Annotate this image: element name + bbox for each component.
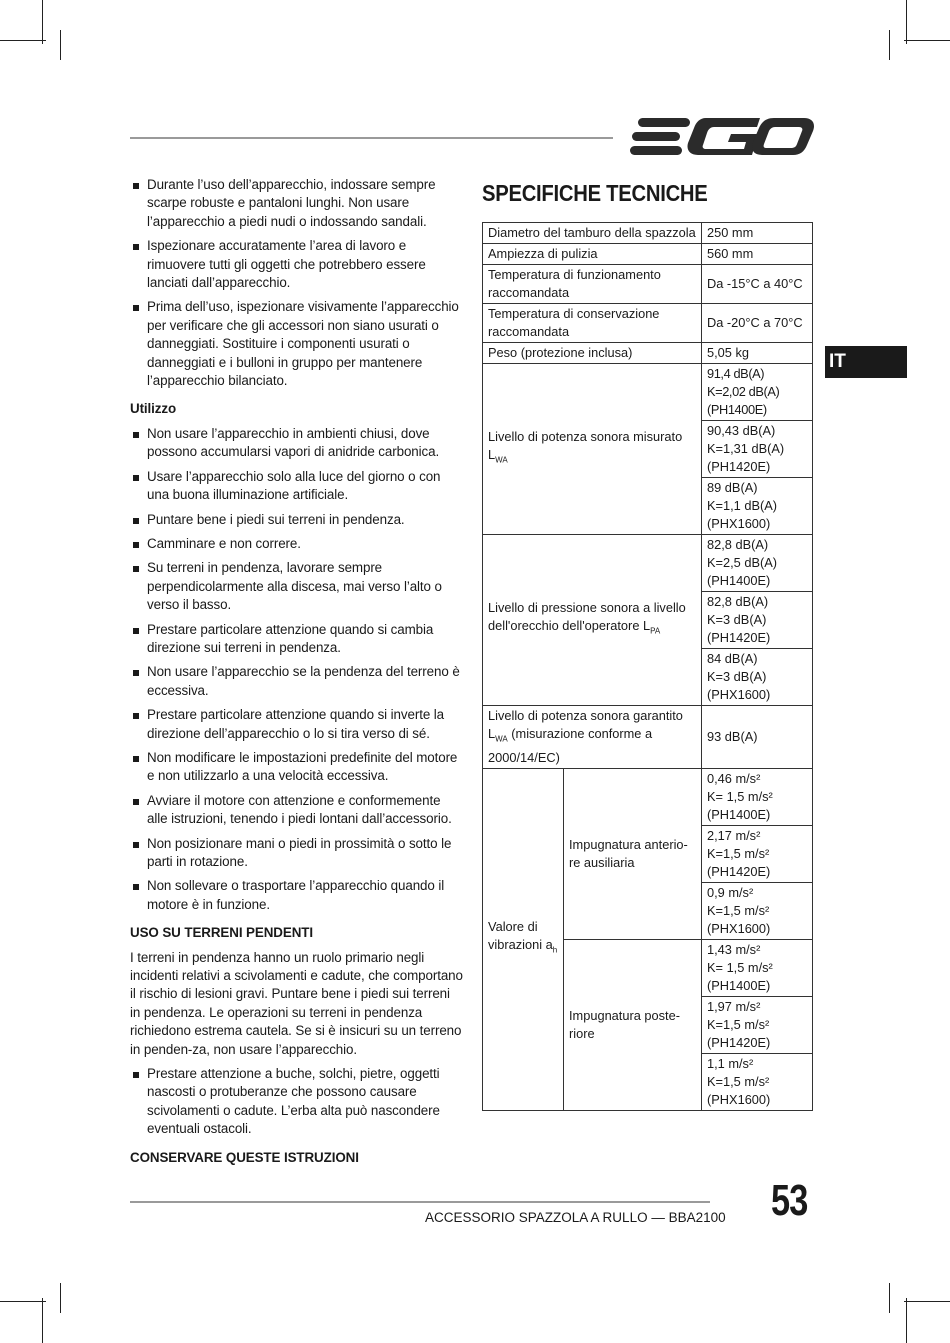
spec-value	[702, 882, 813, 939]
value-line: (PH1420E)	[707, 459, 771, 474]
value-line: K=1,5 m/s²	[707, 1016, 770, 1032]
label-text: (misurazione conforme a 2000/14/EC)	[488, 726, 653, 765]
spec-value	[702, 592, 813, 649]
value-line: (PH1400E)	[707, 402, 767, 417]
crop-mark	[906, 1298, 907, 1343]
spec-value: Da -20°C a 70°C	[702, 304, 813, 343]
value-line: 2,17 m/s²	[707, 827, 761, 843]
value-line: K=1,5 m/s²	[707, 845, 770, 861]
value-line: 82,8 dB(A)	[707, 537, 769, 552]
spec-label: Diametro del tamburo della spazzola	[483, 223, 702, 244]
spec-value: 93 dB(A)	[702, 706, 813, 769]
spec-value: 250 mm	[702, 223, 813, 244]
list-item: Usare l’apparecchio solo alla luce del giorno o con una buona illuminazione artificiale.	[130, 468, 463, 505]
value-line: (PH1400E)	[707, 806, 771, 822]
spec-title: SPECIFICHE TECNICHE	[482, 180, 708, 206]
guaranteed-power-label	[483, 706, 702, 769]
spec-value	[702, 421, 813, 478]
value-line: 91,4 dB(A)	[707, 366, 765, 381]
list-item: Prima dell’uso, ispezionare visivamente l’apparecchio per verificare che gli accessori non siano usurati o danneggiati. Sostituire i componenti usurati o danneggiati e i bulloni in gruppo per mantenere l’apparecchio bilanciato.	[130, 298, 463, 390]
value-line: 82,8 dB(A)	[707, 594, 769, 609]
value-line: K= 1,5 m/s²	[707, 959, 773, 975]
crop-mark	[42, 0, 43, 44]
crop-mark	[60, 30, 61, 60]
label-text: Valore di vibrazioni a	[488, 919, 553, 953]
header-rule	[130, 137, 613, 139]
spec-table	[482, 222, 813, 1111]
spec-label: Temperatura di conservazione raccomandata	[483, 304, 702, 343]
label-text: Livello di potenza sonora garantito L	[488, 708, 683, 741]
value-line: 84 dB(A)	[707, 651, 758, 666]
value-line: 0,9 m/s²	[707, 884, 754, 900]
value-line: 1,1 m/s²	[707, 1055, 754, 1071]
table-row	[483, 304, 813, 343]
crop-mark	[889, 30, 890, 60]
spec-label: Peso (protezione inclusa)	[483, 343, 702, 364]
table-row	[483, 364, 813, 421]
page-number: 53	[771, 1176, 808, 1225]
spec-value	[702, 825, 813, 882]
list-item: Ispezionare accuratamente l’area di lavoro e rimuovere tutti gli oggetti che potrebbero essere lanciati dall’apparecchio.	[130, 237, 463, 292]
spec-value	[702, 996, 813, 1053]
value-line: K=2,02 dB(A)	[707, 384, 780, 399]
value-line: 1,43 m/s²	[707, 941, 761, 957]
spec-value	[702, 768, 813, 825]
spec-value	[702, 478, 813, 535]
crop-mark	[906, 0, 907, 44]
slopes-paragraph: I terreni in pendenza hanno un ruolo primario negli incidenti relativi a scivolamenti e cadute, che comportano il rischio di lesioni gravi. Puntare bene i piedi sui terreni in pendenza. Le operazioni su terreni in pendenza richiedono estrema cautela. Se si è insicuri su un terreno in penden-za, non usare l’apparecchio.	[130, 949, 463, 1057]
table-row	[483, 223, 813, 244]
sound-pressure-label	[483, 535, 702, 706]
crop-mark	[904, 1301, 950, 1302]
value-line: K=2,5 dB(A)	[707, 555, 778, 570]
value-line: K=1,31 dB(A)	[707, 441, 785, 456]
table-row	[483, 244, 813, 265]
sound-power-label	[483, 364, 702, 535]
spec-label: Temperatura di funzionamento raccomandata	[483, 265, 702, 304]
ego-logo-graphic	[628, 114, 814, 160]
spec-label: Ampiezza di pulizia	[483, 244, 702, 265]
table-row	[483, 343, 813, 364]
list-item: Su terreni in pendenza, lavorare sempre perpendicolarmente alla discesa, mai verso l’alto o verso il basso.	[130, 559, 463, 614]
spec-value	[702, 649, 813, 706]
crop-mark	[0, 40, 46, 41]
value-line: (PHX1600)	[707, 516, 771, 531]
table-row	[483, 768, 813, 825]
ego-logo	[628, 114, 814, 165]
list-item: Non usare l’apparecchio in ambienti chiusi, dove possono accumularsi vapori di anidride carbonica.	[130, 425, 463, 462]
bullets-slopes	[130, 1065, 463, 1139]
list-item: Non usare l’apparecchio se la pendenza del terreno è eccessiva.	[130, 663, 463, 700]
label-sub: h	[552, 945, 558, 955]
bullets-top	[130, 176, 463, 390]
footer-title: ACCESSORIO SPAZZOLA A RULLO — BBA2100	[425, 1210, 726, 1225]
spec-value	[702, 364, 813, 421]
value-line: 1,97 m/s²	[707, 998, 761, 1014]
spec-value	[702, 1053, 813, 1110]
crop-mark	[42, 1298, 43, 1343]
table-row	[483, 265, 813, 304]
label-sub: WA	[495, 455, 508, 465]
label-sub: PA	[650, 626, 661, 636]
label-text: Livello di pressione sonora a livello dell'orecchio dell'operatore L	[488, 600, 686, 634]
list-item: Prestare particolare attenzione quando si inverte la direzione dell’apparecchio o lo si tira verso di sé.	[130, 706, 463, 743]
spec-value	[702, 535, 813, 592]
value-line: (PH1420E)	[707, 630, 771, 645]
rear-handle-label: Impugnatura poste-riore	[564, 939, 702, 1110]
value-line: 0,46 m/s²	[707, 770, 761, 786]
table-row	[483, 535, 813, 592]
bullets-use	[130, 425, 463, 914]
heading-slopes: USO SU TERRENI PENDENTI	[130, 925, 313, 941]
value-line: (PHX1600)	[707, 687, 771, 702]
value-line: K=3 dB(A)	[707, 669, 767, 684]
list-item: Durante l’uso dell’apparecchio, indossare sempre scarpe robuste e pantaloni lunghi. Non usare l’apparecchio a piedi nudi o indossando sandali.	[130, 176, 463, 231]
crop-mark	[0, 1301, 46, 1302]
heading-utilizzo: Utilizzo	[130, 401, 177, 417]
heading-keep-instructions: CONSERVARE QUESTE ISTRUZIONI	[130, 1149, 359, 1165]
spec-value	[702, 939, 813, 996]
value-line: (PHX1600)	[707, 920, 771, 936]
spec-value: 560 mm	[702, 244, 813, 265]
list-item: Non modificare le impostazioni predefinite del motore e non utilizzarlo a una velocità eccessiva.	[130, 749, 463, 786]
safety-instructions	[130, 176, 463, 1173]
label-sub: WA	[495, 734, 508, 744]
list-item: Avviare il motore con attenzione e conformemente alle istruzioni, tenendo i piedi lontani dall’accessorio.	[130, 792, 463, 829]
spec-value: 5,05 kg	[702, 343, 813, 364]
value-line: 89 dB(A)	[707, 480, 758, 495]
list-item: Non sollevare o trasportare l’apparecchio quando il motore è in funzione.	[130, 877, 463, 914]
front-handle-label: Impugnatura anterio-re ausiliaria	[564, 768, 702, 939]
value-line: (PH1420E)	[707, 863, 771, 879]
crop-mark	[889, 1283, 890, 1313]
list-item: Camminare e non correre.	[130, 535, 463, 553]
value-line: K=1,1 dB(A)	[707, 498, 778, 513]
value-line: K=1,5 m/s²	[707, 1073, 770, 1089]
label-text: Livello di potenza sonora misurato L	[488, 429, 683, 463]
footer-rule	[130, 1201, 710, 1203]
spec-value: Da -15°C a 40°C	[702, 265, 813, 304]
value-line: (PHX1600)	[707, 1091, 771, 1107]
value-line: (PH1400E)	[707, 573, 771, 588]
crop-mark	[904, 40, 950, 41]
value-line: (PH1420E)	[707, 1034, 771, 1050]
crop-mark	[60, 1283, 61, 1313]
language-tab: IT	[825, 346, 907, 378]
list-item: Non posizionare mani o piedi in prossimità o sotto le parti in rotazione.	[130, 835, 463, 872]
value-line: K=1,5 m/s²	[707, 902, 770, 918]
list-item: Prestare attenzione a buche, solchi, pietre, oggetti nascosti o protuberanze che possono causare scivolamenti o cadute. L’erba alta può nascondere eventuali ostacoli.	[130, 1065, 463, 1139]
list-item: Prestare particolare attenzione quando si cambia direzione sui terreni in pendenza.	[130, 621, 463, 658]
list-item: Puntare bene i piedi sui terreni in pendenza.	[130, 511, 463, 529]
value-line: 90,43 dB(A)	[707, 423, 776, 438]
vibration-label	[483, 768, 564, 1110]
value-line: (PH1400E)	[707, 977, 771, 993]
value-line: K=3 dB(A)	[707, 612, 767, 627]
table-row	[483, 706, 813, 769]
value-line: K= 1,5 m/s²	[707, 788, 773, 804]
